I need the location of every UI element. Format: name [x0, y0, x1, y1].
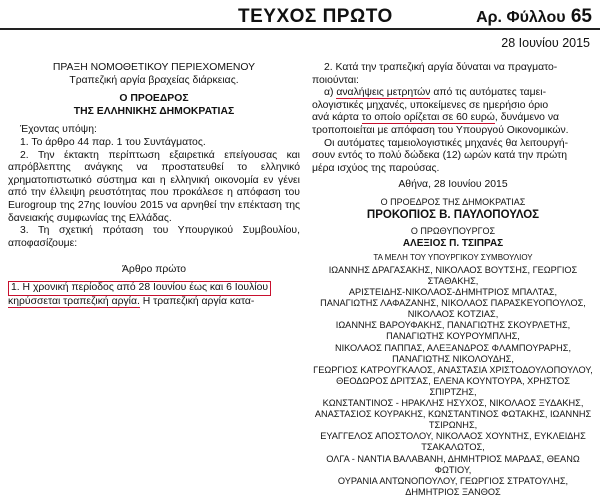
pm-name: ΑΛΕΞΙΟΣ Π. ΤΣΙΠΡΑΣ	[402, 237, 504, 249]
minister-line: ΓΕΩΡΓΙΟΣ ΚΑΤΡΟΥΓΚΑΛΟΣ, ΑΝΑΣΤΑΣΙΑ ΧΡΙΣΤΟΔΟΥΛΟΠΟΥΛΟΥ,	[313, 364, 593, 375]
header-rule	[0, 28, 600, 30]
para-2-line-2: ποιούνται:	[312, 74, 359, 86]
para-2a-line-2: ολογιστικές μηχανές, υποκείμενες σε ημερήσιο όριο	[312, 99, 549, 111]
issue-title: ΤΕΥΧΟΣ ΠΡΩΤΟ	[238, 6, 393, 27]
para-2a-line-3	[312, 112, 594, 125]
considering-label: Έχοντας υπόψη:	[20, 124, 97, 136]
minister-line: ΚΩΝΣΤΑΝΤΙΝΟΣ - ΗΡΑΚΛΗΣ ΗΣΥΧΟΣ, ΝΙΚΟΛΑΟΣ ΞΥΔΑΚΗΣ,	[322, 398, 584, 409]
place-date: Αθήνα, 28 Ιουνίου 2015	[398, 179, 508, 191]
article-heading: Άρθρο πρώτο	[122, 264, 186, 276]
president-name: ΠΡΟΚΟΠΙΟΣ Β. ΠΑΥΛΟΠΟΥΛΟΣ	[366, 208, 540, 221]
para-2a-line-7: μέρα ισχύος της παρούσας.	[312, 162, 440, 174]
para-2a-rest-1: από τις αυτόματες ταμει-	[430, 87, 547, 99]
considering-item-3: 3. Τη σχετική πρόταση του Υπουργικού Συμβουλίου, αποφασίζουμε:	[8, 225, 300, 249]
council-label: ΤΑ ΜΕΛΗ ΤΟΥ ΥΠΟΥΡΓΙΚΟΥ ΣΥΜΒΟΥΛΙΟΥ	[373, 253, 533, 263]
minister-line: ΑΝΑΣΤΑΣΙΟΣ ΚΟΥΡΑΚΗΣ, ΚΩΝΣΤΑΝΤΙΝΟΣ ΦΩΤΑΚΗΣ, ΙΩΑΝΝΗΣ ΤΣΙΡΩΝΗΣ,	[314, 409, 592, 431]
sheet-number-value: 65	[570, 6, 592, 27]
minister-line: ΟΛΓΑ - ΝΑΝΤΙΑ ΒΑΛΑΒΑΝΗ, ΔΗΜΗΤΡΙΟΣ ΜΑΡΔΑΣ, ΘΕΑΝΩ ΦΩΤΙΟΥ,	[326, 453, 580, 475]
president-title-2: ΤΗΣ ΕΛΛΗΝΙΚΗΣ ΔΗΜΟΚΡΑΤΙΑΣ	[73, 105, 235, 117]
limit-highlight: το οποίο ορίζεται σε 60 ευρώ	[361, 112, 495, 124]
minister-line: ΑΡΙΣΤΕΙΔΗΣ-ΝΙΚΟΛΑΟΣ-ΔΗΜΗΤΡΙΟΣ ΜΠΑΛΤΑΣ,	[348, 287, 558, 298]
considering-item-2: 2. Την έκτακτη περίπτωση εξαιρετικά επείγουσας και απρόβλεπτης ανάγκης να προστατευθεί το ελληνικό χρηματοπιστωτικό σύστημα και η ελληνική οικονομία εν γένει από την έλλειψη ρευστότητας που προκάλεσε η απόφαση του Eurogroup της 27ης Ιουνίου 2015 να αρνηθεί την επέκταση της δανειακής συμφωνίας της Ελλάδας.	[8, 149, 300, 224]
act-subject: Τραπεζική αργία βραχείας διάρκειας.	[69, 74, 239, 86]
minister-line: ΙΩΑΝΝΗΣ ΔΡΑΓΑΣΑΚΗΣ, ΝΙΚΟΛΑΟΣ ΒΟΥΤΣΗΣ, ΓΕΩΡΓΙΟΣ ΣΤΑΘΑΚΗΣ,	[328, 264, 578, 286]
minister-line: ΟΥΡΑΝΙΑ ΑΝΤΩΝΟΠΟΥΛΟΥ, ΓΕΩΡΓΙΟΣ ΣΤΡΑΤΟΥΛΗΣ, ΔΗΜΗΤΡΙΟΣ ΞΑΝΘΟΣ	[337, 475, 569, 497]
issue-date: 28 Ιουνίου 2015	[501, 36, 590, 50]
considering-item-1: 1. Το άρθρο 44 παρ. 1 του Συντάγματος.	[20, 136, 206, 148]
para-2a-line-6: σουν εντός το πολύ δώδεκα (12) ωρών κατά την πρώτη	[312, 150, 567, 162]
act-type: ΠΡΑΞΗ ΝΟΜΟΘΕΤΙΚΟΥ ΠΕΡΙΕΧΟΜΕΝΟΥ	[52, 62, 256, 73]
para-2a-line-1	[312, 87, 594, 100]
minister-line: ΠΑΝΑΓΙΩΤΗΣ ΛΑΦΑΖΑΝΗΣ, ΝΙΚΟΛΑΟΣ ΠΑΡΑΣΚΕΥΟΠΟΥΛΟΣ, ΝΙΚΟΛΑΟΣ ΚΟΤΖΙΑΣ,	[320, 298, 586, 320]
article-1-line-2	[8, 296, 300, 309]
minister-line: ΝΙΚΟΛΑΟΣ ΠΑΠΠΑΣ, ΑΛΕΞΑΝΔΡΟΣ ΦΛΑΜΠΟΥΡΑΡΗΣ, ΠΑΝΑΓΙΩΤΗΣ ΝΙΚΟΛΟΥΔΗΣ,	[334, 342, 572, 364]
para-2a-prefix: α)	[324, 87, 337, 99]
para-2a-line-3-post: , δυνάμενο να	[494, 112, 560, 124]
para-2-line-1: 2. Κατά την τραπεζική αργία δύναται να πραγματο-	[324, 62, 558, 73]
right-column	[312, 62, 594, 498]
sheet-number	[476, 6, 592, 28]
sheet-label: Αρ. Φύλλου	[476, 9, 566, 26]
para-2a-line-3-pre: ανά κάρτα	[312, 112, 362, 124]
article-1-highlight: 1. Η χρονική περίοδος από 28 Ιουνίου έως και 6 Ιουλίου	[8, 281, 271, 296]
para-2a-line-5: Οι αυτόματες ταμειολογιστικές μηχανές θα λειτουργή-	[324, 137, 569, 149]
pm-role: Ο ΠΡΩΘΥΠΟΥΡΓΟΣ	[410, 226, 496, 237]
president-role: Ο ΠΡΟΕΔΡΟΣ ΤΗΣ ΔΗΜΟΚΡΑΤΙΑΣ	[380, 196, 526, 207]
president-title-1: Ο ΠΡΟΕΔΡΟΣ	[119, 93, 189, 105]
minister-line: ΙΩΑΝΝΗΣ ΒΑΡΟΥΦΑΚΗΣ, ΠΑΝΑΓΙΩΤΗΣ ΣΚΟΥΡΛΕΤΗΣ, ΠΑΝΑΓΙΩΤΗΣ ΚΟΥΡΟΥΜΠΛΗΣ,	[335, 320, 571, 342]
minister-line: ΘΕΟΔΩΡΟΣ ΔΡΙΤΣΑΣ, ΕΛΕΝΑ ΚΟΥΝΤΟΥΡΑ, ΧΡΗΣΤΟΣ ΣΠΙΡΤΖΗΣ,	[336, 375, 570, 397]
minister-line: ΕΥΑΓΓΕΛΟΣ ΑΠΟΣΤΟΛΟΥ, ΝΙΚΟΛΑΟΣ ΧΟΥΝΤΗΣ, ΕΥΚΛΕΙΔΗΣ ΤΣΑΚΑΛΩΤΟΣ,	[320, 431, 586, 453]
article-1-line-2-rest: Η τραπεζική αργία κατα-	[139, 295, 255, 307]
para-2a-line-4: τροποποιείται με απόφαση του Υπουργού Οικονομικών.	[312, 124, 569, 136]
article-1-line-1	[8, 281, 300, 296]
gazette-header	[0, 0, 600, 60]
left-column	[8, 62, 300, 308]
bank-holiday-highlight: κηρύσσεται τραπεζική αργία.	[8, 295, 140, 307]
cash-withdrawal-highlight: αναλήψεις μετρητών	[336, 87, 431, 99]
